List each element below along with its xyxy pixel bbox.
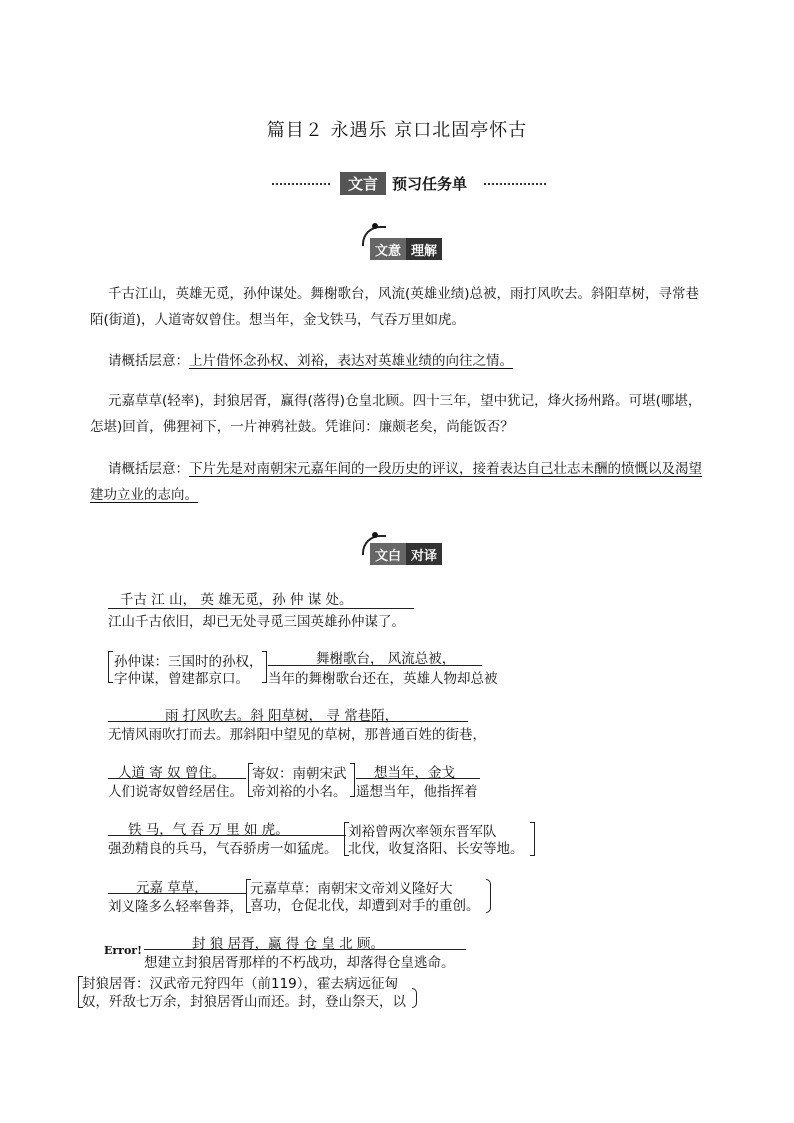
note-text: 封狼居胥：汉武帝元狩四年（前119），霍去病远征匈 (82, 976, 399, 992)
trans-original: 封 狼 居胥，赢 得 仓 皇 北 顾。 (192, 936, 385, 952)
trans-translation: 江山千古依旧，却已无处寻觅三国英雄孙仲谋了。 (108, 614, 405, 630)
note-text: 孙仲谋：三国时的孙权， (114, 654, 263, 670)
note-text: 北伐，收复洛阳、长安等地。 (348, 841, 524, 857)
trans-divider (108, 721, 468, 722)
banner-text: 预习任务单 (392, 175, 468, 193)
banner-box: 文言 (340, 172, 386, 195)
note-text: 帝刘裕的小名。 (252, 784, 347, 800)
note-bracket (262, 651, 267, 683)
question-2 (90, 456, 702, 508)
note-text: 寄奴：南朝宋武 (252, 766, 347, 782)
trans-divider (144, 949, 466, 950)
badge-label (370, 543, 442, 565)
paragraph-line: 陌(街道)，人道寄奴曾住。想当年，金戈铁马，气吞万里如虎。 (90, 312, 466, 328)
trans-translation: 强劲精良的兵马，气吞骄虏一如猛虎。 (108, 841, 338, 857)
note-text: 喜功，仓促北伐，却遭到对手的重创。 (250, 898, 480, 914)
badge-label (370, 238, 442, 260)
question-answer: 下片先是对南朝宋元嘉年间的一段历史的评议，接着表达自己壮志未酬的愤慨以及渴望 (189, 461, 702, 477)
banner-left-dots (272, 183, 330, 185)
paragraph-line: 怎堪)回首，佛狸祠下，一片神鸦社鼓。凭谁问：廉颇老矣，尚能饭否？ (90, 419, 514, 435)
note-bracket (108, 651, 113, 683)
trans-translation: 人们说寄奴曾经居住。 (108, 784, 243, 800)
note-bracket (412, 988, 417, 1008)
question-answer: 上片借怀念孙权、刘裕，表达对英雄业绩的向往之情。 (189, 353, 513, 369)
trans-original: 雨 打风吹去。斜 阳草树， 寻 常巷陌， (165, 708, 399, 724)
page-title: 篇目２ 永遇乐 京口北固亭怀古 (266, 120, 528, 141)
question-label: 请概括层意： (108, 353, 189, 369)
trans-divider (108, 893, 246, 894)
note-bracket (530, 822, 535, 856)
trans-translation: 遥想当年，他指挥着 (356, 784, 478, 800)
note-text: 元嘉草草：南朝宋文帝刘义隆好大 (250, 881, 453, 897)
poem-paragraph-1 (90, 281, 699, 333)
question-label: 请概括层意： (108, 461, 189, 477)
paragraph-line: 千古江山，英雄无觅，孙仲谋处。舞榭歌台，风流(英雄业绩)总被，雨打风吹去。斜阳草树，寻常巷 (108, 286, 700, 302)
trans-translation: 想建立封狼居胥那样的不朽战功，却落得仓皇逃命。 (144, 955, 455, 971)
trans-original: 想当年，金戈 (374, 765, 455, 781)
trans-divider (356, 778, 480, 779)
trans-translation: 当年的舞榭歌台还在，英雄人物却总被 (268, 671, 498, 687)
trans-translation: 无情风雨吹打而去。那斜阳中望见的草树，那普通百姓的街巷， (108, 727, 486, 743)
note-text: 奴，歼敌七万余，封狼居胥山而还。封，登山祭天，以 (82, 994, 406, 1010)
badge-part-a: 文白 (370, 543, 406, 565)
trans-original: 铁 马，气 吞 万 里 如 虎。 (128, 822, 289, 838)
badge-part-b: 对译 (406, 543, 442, 565)
note-text: 刘裕曾两次率领东晋军队 (348, 824, 497, 840)
question-answer-cont: 建功立业的志向。 (90, 487, 198, 503)
note-bracket (350, 763, 355, 797)
badge-dot-icon (372, 532, 378, 538)
trans-divider (268, 665, 482, 666)
badge-part-a: 文意 (370, 238, 406, 260)
note-bracket (486, 879, 491, 913)
banner (340, 172, 467, 195)
trans-original: 舞榭歌台， 风流总被， (316, 651, 456, 667)
trans-divider (108, 608, 414, 609)
trans-original: 元嘉 草草， (136, 880, 208, 896)
question-1 (108, 348, 513, 374)
trans-translation: 刘义隆多么轻率鲁莽， (108, 899, 243, 915)
banner-right-dots (484, 183, 546, 185)
badge-part-b: 理解 (406, 238, 442, 260)
note-text: 字仲谋，曾建都京口。 (114, 671, 249, 687)
badge-dot-icon (372, 223, 378, 229)
error-label: Error! (104, 944, 142, 957)
trans-original: 千古 江 山， 英 雄无觅，孙 仲 谋 处。 (120, 592, 353, 608)
trans-divider (108, 835, 346, 836)
poem-paragraph-2 (90, 388, 701, 440)
trans-original: 人道 寄 奴 曾住。 (118, 765, 226, 781)
trans-divider (108, 778, 246, 779)
paragraph-line: 元嘉草草(轻率)，封狼居胥，赢得(落得)仓皇北顾。四十三年，望中犹记，烽火扬州路。可堪(哪堪， (108, 393, 702, 409)
